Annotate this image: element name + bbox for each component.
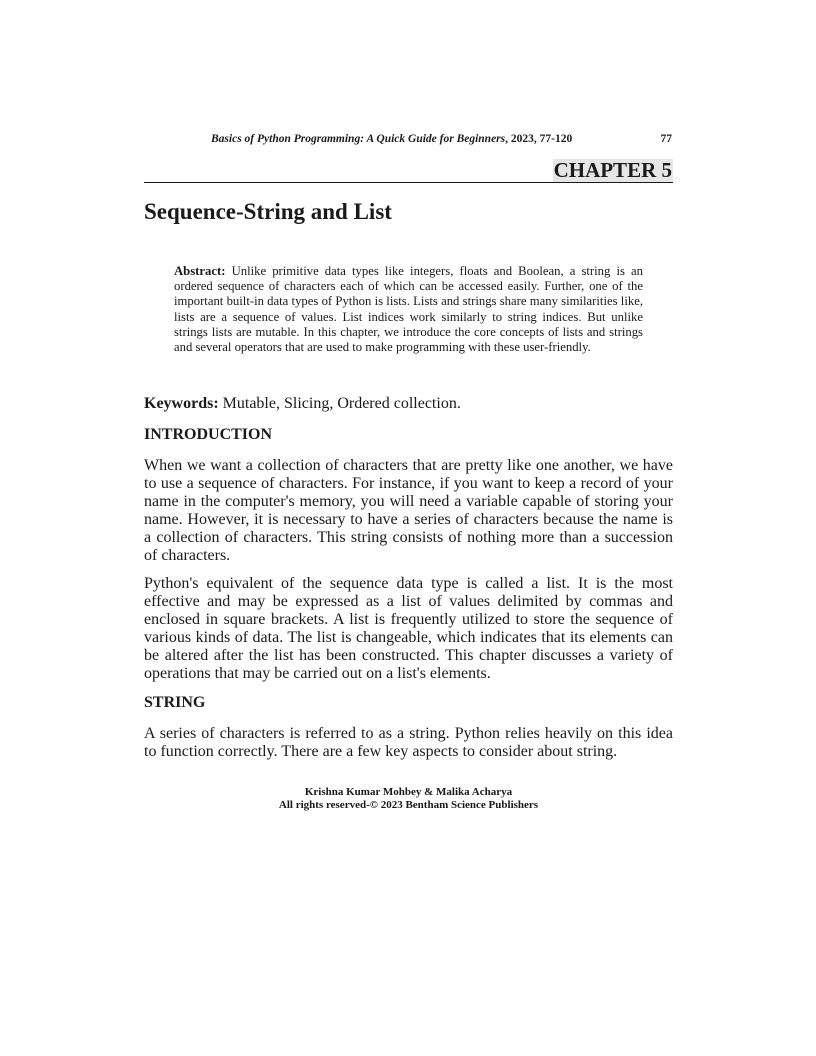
page-footer [144, 786, 673, 811]
book-citation [211, 132, 572, 146]
abstract-label: Abstract: [174, 264, 226, 278]
keywords-text: Mutable, Slicing, Ordered collection. [222, 395, 461, 412]
footer-authors: Krishna Kumar Mohbey & Malika Acharya [304, 786, 513, 798]
introduction-paragraph-1: When we want a collection of characters that are pretty like one another, we have to use a sequence of characters. For instance, if you want to keep a record of your name in the computer's memory, you will need a variable capable of storing your name. However, it is necessary to have a series of characters because the name is a collection of characters. This string consists of nothing more than a succession of characters. [144, 457, 673, 564]
introduction-paragraph-2: Python's equivalent of the sequence data type is called a list. It is the most effective and may be expressed as a list of values delimited by commas and enclosed in square brackets. A list is frequently utilized to store the sequence of various kinds of data. The list is changeable, which indicates that its elements can be altered after the list has been constructed. This chapter discusses a variety of operations that may be carried out on a list's elements. [144, 575, 673, 682]
citation-suffix: , 2023, 77-120 [505, 133, 573, 145]
abstract-text: Unlike primitive data types like integers, floats and Boolean, a string is an ordered sequence of characters each of which can be accessed easily. Further, one of the important built-in data types of Python is lists. Lists and strings share many similarities like, lists are a sequence of values. List indices work similarly to string indices. But unlike strings lists are mutable. In this chapter, we introduce the core concepts of lists and strings and several operators that are used to make programming with these user-friendly. [174, 264, 644, 355]
page-number: 77 [660, 133, 672, 145]
section-heading-string: STRING [144, 694, 206, 711]
book-title: Basics of Python Programming: A Quick Guide for Beginners [211, 133, 506, 145]
chapter-label: CHAPTER 5 [553, 158, 672, 182]
chapter-title: Sequence-String and List [144, 199, 392, 224]
keywords-label: Keywords: [144, 395, 219, 412]
abstract [174, 264, 643, 355]
section-heading-introduction: INTRODUCTION [144, 426, 273, 443]
keywords [144, 394, 461, 414]
footer-copyright: All rights reserved-© 2023 Bentham Science Publishers [278, 798, 539, 811]
string-paragraph-1: A series of characters is referred to as a string. Python relies heavily on this idea to function correctly. There are a few key aspects to consider about string. [144, 725, 673, 760]
chapter-divider [144, 182, 673, 183]
